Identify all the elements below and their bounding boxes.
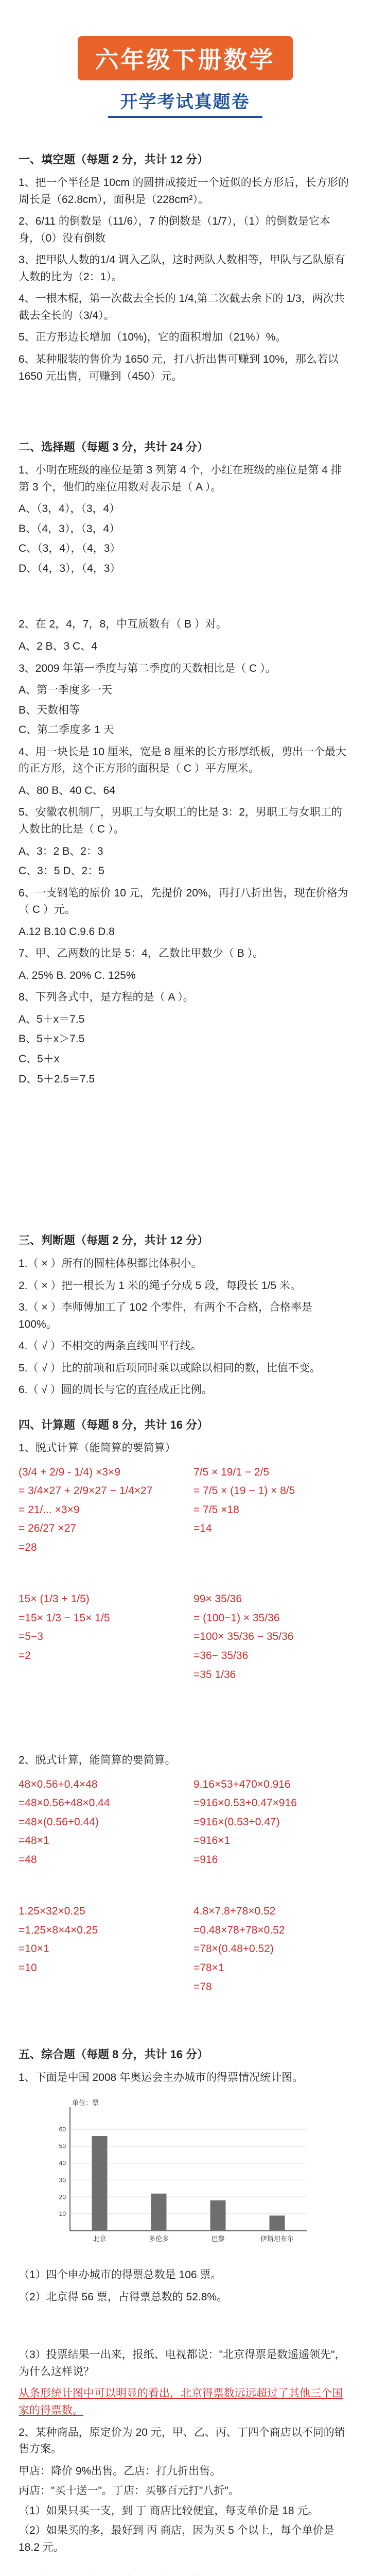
calc-col-f	[193, 1774, 348, 1871]
calc-step: =48×1	[19, 1835, 49, 1847]
calc-step: =2	[19, 1650, 31, 1662]
calc-col-c	[19, 1589, 173, 1685]
page-title: 六年级下册数学	[78, 36, 293, 80]
fill-q3: 3、把甲队人数的1/4 调入乙队，这时两队人数相等，甲队与乙队原有人数的比为（2：1）。	[19, 254, 345, 283]
calc-step: 9.16×53+470×0.916	[193, 1778, 291, 1790]
judge-item: 6.（ √ ）圆的周长与它的直径成正比例。	[19, 1384, 213, 1396]
app-heading	[19, 2573, 351, 2576]
calc-step: 4.8×7.8+78×0.52	[193, 1905, 276, 1918]
choice-q1-opt: B、（4，3），（3，4）	[19, 522, 120, 535]
choice-q2-opts: A、2 B、3 C、4	[19, 640, 97, 653]
choice-q3-opt: A、第一季度多一天	[19, 684, 113, 697]
calc-step: =48×0.56+48×0.44	[19, 1797, 110, 1809]
y-tick-label: 50	[59, 2142, 66, 2150]
x-tick-label: 北京	[93, 2234, 107, 2243]
calc-step: 7/5 × 19/1 − 2/5	[193, 1466, 270, 1478]
calc-step: =5−3	[19, 1631, 43, 1643]
calc-step: =78	[193, 1980, 212, 1993]
calc-col-b	[193, 1462, 348, 1558]
fill-q4: 4、一根木棍，第一次截去全长的 1/4,第二次截去余下的 1/3，两次共截去全长的（3/4）。	[19, 293, 345, 321]
y-tick-label: 20	[59, 2193, 66, 2201]
calc-step: 15× (1/3 + 1/5)	[19, 1593, 90, 1605]
calc-step: =36− 35/36	[193, 1650, 249, 1662]
choice-q5: 5、安徽农机制厂，男职工与女职工的比是 3：2，男职工与女职工的人数比的比是（ C ）。	[19, 806, 342, 835]
calc-step: =10×1	[19, 1943, 49, 1955]
calc-col-h	[193, 1901, 348, 1997]
calc-sub2: 2、脱式计算，能简算的要简算。	[19, 1754, 176, 1767]
calc-step: = 7/5 × (19 − 1) × 8/5	[193, 1485, 295, 1497]
comp-q2: 2、某种商品，原定价为 20 元，甲、乙、丙、丁四个商店以不同的销售方案。	[19, 2426, 345, 2455]
comp-q1a: （1）四个申办城市的得票总数是 106 票。	[19, 2269, 222, 2281]
calc-step: =28	[19, 1541, 37, 1553]
calc-row4	[19, 1901, 351, 1997]
calc-step: =10	[19, 1962, 37, 1974]
choice-q6-opts: A.12 B.10 C.9.6 D.8	[19, 925, 115, 938]
calc-step: 99× 35/36	[193, 1593, 242, 1605]
y-tick-label: 30	[59, 2176, 66, 2184]
comp-q1b: （2）北京得 56 票，占得票总数的 52.8%。	[19, 2291, 228, 2303]
calc-row1	[19, 1462, 351, 1558]
comp-q1: 1、下面是中国 2008 年奥运会主办城市的得票情况统计图。	[19, 2072, 304, 2084]
calc-step: =14	[193, 1522, 212, 1535]
calc-step: =48	[19, 1853, 37, 1866]
bar	[151, 2193, 167, 2230]
fill-q5: 5、正方形边长增加（10%)，它的面积增加（21%）%。	[19, 331, 287, 344]
calc-step: 1.25×32×0.25	[19, 1905, 85, 1918]
calc-col-e	[19, 1774, 173, 1871]
calc-step: =15× 1/3 − 15× 1/5	[19, 1612, 110, 1624]
calc-step: = 3/4×27 + 2/9×27 − 1/4×27	[19, 1485, 153, 1497]
choice-q2: 2、在 2，4，7，8，中互质数有（ B ）对。	[19, 618, 227, 631]
fill-q1: 1、把一个半径是 10cm 的圆拼成接近一个近似的长方形后，长方形的周长是（62.8cm），面积是（228cm²）。	[19, 177, 349, 206]
calc-row3	[19, 1774, 351, 1871]
bar	[210, 2200, 226, 2231]
choice-q3: 3、2009 年第一季度与第二季度的天数相比是（ C ）。	[19, 662, 276, 674]
x-tick-label: 伊斯坦布尔	[260, 2234, 294, 2243]
choice-q3-opt: B、天数相等	[19, 704, 80, 716]
calc-step: (3/4 + 2/9 - 1/4) ×3×9	[19, 1466, 120, 1478]
exam-content	[0, 118, 370, 2576]
calc-step: =0.48×78+78×0.52	[193, 1924, 285, 1936]
choice-heading: 二、选择题（每题 3 分，共计 24 分）	[19, 440, 209, 454]
choice-q7-opts: A. 25% B. 20% C. 125%	[19, 969, 136, 981]
calc-step: = 7/5 ×18	[193, 1503, 239, 1516]
calc-step: =916×1	[193, 1835, 231, 1847]
y-tick-label: 60	[59, 2125, 66, 2133]
judge-item: 1.（ × ）所有的圆柱体积都比体积小。	[19, 1258, 202, 1270]
calc-heading: 四、计算题（每题 8 分，共计 16 分）	[19, 1418, 209, 1431]
choice-q3-opt: C、第二季度多 1 天	[19, 724, 114, 736]
comp-q2-line: 甲店：降价 9%出售。乙店：打九折出售。	[19, 2465, 221, 2477]
calc-step: = (100−1) × 35/36	[193, 1612, 280, 1624]
calc-step: = 26/27 ×27	[19, 1522, 77, 1535]
fill-q6: 6、某种服装的售价为 1650 元，打八折出售可赚到 10%，那么若以 1650 元出售，可赚到（450）元。	[19, 353, 339, 382]
judge-heading: 三、判断题（每题 2 分，共计 12 分）	[19, 1234, 209, 1247]
judge-item: 5.（ √ ）比的前项和后项同时乘以或除以相同的数，比值不变。	[19, 1362, 321, 1374]
bar	[270, 2215, 285, 2231]
calc-step: =1.25×8×4×0.25	[19, 1924, 98, 1936]
choice-q8-opt: D、5＋2.5＝7.5	[19, 1073, 95, 1085]
calc-step: =100× 35/36 − 35/36	[193, 1631, 294, 1643]
x-tick-label: 多伦多	[148, 2234, 169, 2243]
choice-q5-opts2: C、3：5 D、2：5	[19, 865, 104, 877]
calc-step: =35 1/36	[193, 1668, 236, 1681]
choice-q8-opt: B、5＋x＞7.5	[19, 1033, 85, 1045]
comp-q1c-answer: 从条形统计图中可以明显的看出，北京得票数远远超过了其他三个国家的得票数。	[19, 2387, 343, 2417]
judge-item: 4.（ √ ）不相交的两条直线叫平行线。	[19, 1340, 202, 1352]
bar	[92, 2136, 108, 2231]
choice-q8-opt: A、5＋x＝7.5	[19, 1013, 85, 1025]
choice-q8: 8、下列各式中，是方程的是（ A ）。	[19, 991, 194, 1004]
fill-q2: 2、6/11 的倒数是（11/6），7 的倒数是（1/7），（1）的倒数是它本身，（0）没有倒数	[19, 215, 331, 244]
y-tick-label: 40	[59, 2159, 66, 2167]
page-subtitle: 开学考试真题卷	[120, 92, 250, 112]
y-axis-label: 单位：票	[72, 2098, 99, 2107]
judge-item: 2.（ × ）把一根长为 1 米的绳子分成 5 段，每段长 1/5 米。	[19, 1279, 302, 1292]
comp-q2-line: （2）如果买的多，最好到 丙 商店，因为买 5 个以上，每个单价是 18.2 元。	[19, 2524, 334, 2553]
header	[0, 0, 370, 118]
calc-step: 48×0.56+0.4×48	[19, 1778, 98, 1790]
judge-item: 3.（ × ）李师傅加工了 102 个零件，有两个不合格，合格率是 100%。	[19, 1301, 313, 1330]
y-tick-label: 10	[59, 2210, 66, 2217]
calc-step: =916×(0.53+0.47)	[193, 1816, 280, 1828]
calc-sub1: 1、脱式计算（能简算的要简算）	[19, 1442, 176, 1454]
calc-step: =48×(0.56+0.44)	[19, 1816, 99, 1828]
choice-q1: 1、小明在班级的座位是第 3 列第 4 个，小红在班级的座位是第 4 排第 3 个，他们的座位用数对表示是（ A ）。	[19, 464, 342, 493]
calc-col-d	[193, 1589, 348, 1685]
choice-q1-opt: D、（4，3），（4，3）	[19, 562, 121, 574]
calc-step: =916×0.53+0.47×916	[193, 1797, 297, 1809]
vote-bar-chart	[39, 2097, 327, 2251]
calc-step: = 21/... ×3×9	[19, 1503, 80, 1516]
choice-q7: 7、甲、乙两数的比是 5：4，乙数比甲数少（ B ）。	[19, 947, 264, 960]
fill-heading: 一、填空题（每题 2 分，共计 12 分）	[19, 153, 209, 166]
calc-row2	[19, 1589, 351, 1685]
calc-col-g	[19, 1901, 173, 1997]
choice-q1-opt: A、（3，4），（3，4）	[19, 503, 120, 515]
calc-step: =78×1	[193, 1962, 224, 1974]
choice-q4-opts: A、80 B、40 C、64	[19, 784, 115, 796]
x-tick-label: 巴黎	[211, 2234, 225, 2243]
calc-step: =78×(0.48+0.52)	[193, 1943, 274, 1955]
calc-col-a	[19, 1462, 173, 1558]
choice-q8-opt: C、5＋x	[19, 1053, 60, 1065]
calc-step: =916	[193, 1853, 218, 1866]
choice-q4: 4、用一块长是 10 厘米，宽是 8 厘米的长方形厚纸板，剪出一个最大的正方形，这个正方形的面积是（ C ）平方厘米。	[19, 745, 347, 775]
choice-q1-opt: C、（3，4），（4，3）	[19, 543, 121, 555]
choice-q6: 6、一支钢笔的原价 10 元，先提价 20%，再打八折出售，现在价格为（ C ）元。	[19, 887, 348, 916]
choice-q5-opts: A、3：2 B、2：3	[19, 845, 103, 857]
comp-q2-line: （1）如果只买一支，到 丁 商店比较便宜，每支单价是 18 元。	[19, 2504, 319, 2517]
comp-q1c: （3）投票结果一出来，报纸、电视都说："北京得票是数遥遥领先"，为什么这样说？	[19, 2349, 346, 2378]
comp-q2-line: 丙店："买十送一"。丁店：买够百元打"八折"。	[19, 2485, 239, 2497]
comp-heading: 五、综合题（每题 8 分，共计 16 分）	[19, 2048, 209, 2061]
